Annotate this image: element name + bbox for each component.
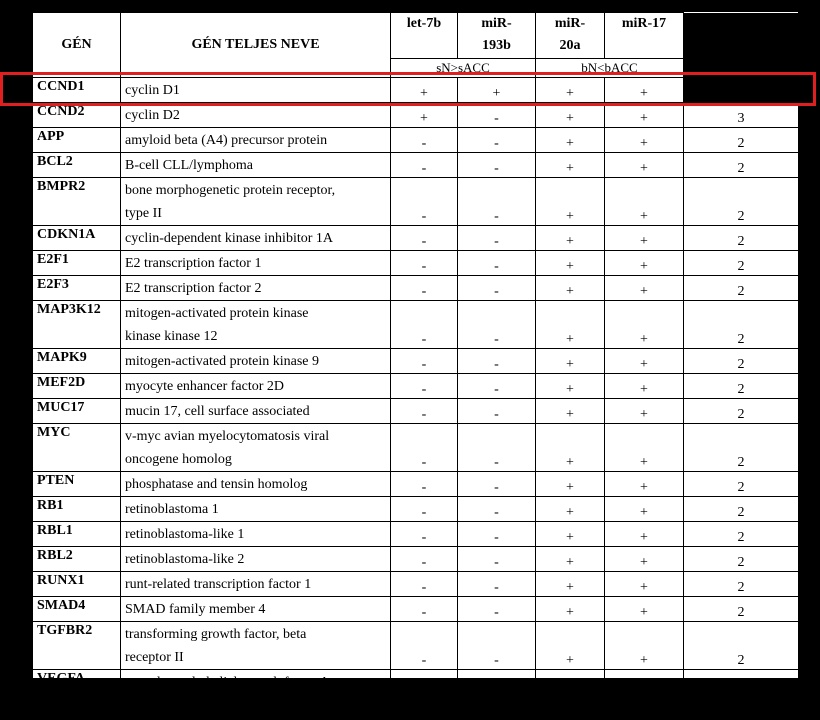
count-cell: 2 — [684, 374, 799, 399]
count-cell: 2 — [684, 349, 799, 374]
mir-target-cell: + — [536, 670, 605, 695]
count-cell: 3 — [684, 103, 799, 128]
mir-target-cell: - — [391, 497, 458, 522]
mir-target-cell: + — [605, 399, 684, 424]
mir-target-cell: + — [605, 497, 684, 522]
gene-symbol: BMPR2 — [33, 178, 121, 226]
table-row — [33, 695, 799, 720]
table-row — [33, 128, 799, 153]
mir-target-cell: + — [536, 547, 605, 572]
table-row — [33, 178, 799, 226]
mir-header-mir17: miR-17 — [605, 13, 684, 59]
mir-target-cell: + — [391, 78, 458, 103]
table-row — [33, 399, 799, 424]
mir-target-cell: + — [536, 424, 605, 472]
mir-target-cell: + — [605, 522, 684, 547]
mir-target-cell: + — [536, 128, 605, 153]
count-cell: 2 — [684, 572, 799, 597]
count-cell: 2 — [684, 497, 799, 522]
mir-target-cell: - — [391, 424, 458, 472]
count-cell: 2 — [684, 670, 799, 695]
gene-full-name: v-myc avian myelocytomatosis viral oncogene homolog — [121, 424, 391, 472]
mir-target-cell: + — [391, 103, 458, 128]
count-cell: 2 — [684, 178, 799, 226]
mir-target-cell: + — [605, 301, 684, 349]
group-sN-sACC: sN>sACC — [391, 59, 536, 78]
mir-target-cell: + — [536, 276, 605, 301]
mir-target-cell: + — [536, 78, 605, 103]
mir-target-cell: - — [458, 424, 536, 472]
table-row — [33, 622, 799, 670]
mir-target-cell: - — [458, 103, 536, 128]
count-cell: 2 — [684, 153, 799, 178]
gene-symbol: BCL2 — [33, 153, 121, 178]
mir-target-cell: + — [536, 522, 605, 547]
table-row — [33, 301, 799, 349]
gene-symbol: MAPK9 — [33, 349, 121, 374]
mir-target-cell: + — [536, 178, 605, 226]
gene-full-name: WEE1 G2 checkpoint kinase — [121, 695, 391, 720]
table-row — [33, 349, 799, 374]
mir-target-cell: - — [391, 670, 458, 695]
mir-target-cell: + — [536, 301, 605, 349]
mir-target-cell: - — [458, 226, 536, 251]
table-row — [33, 276, 799, 301]
gene-symbol: PTEN — [33, 472, 121, 497]
mir-target-cell: - — [391, 572, 458, 597]
mir-target-cell: + — [605, 472, 684, 497]
count-cell: 2 — [684, 622, 799, 670]
mir-target-cell: + — [605, 103, 684, 128]
gene-symbol: RBL1 — [33, 522, 121, 547]
mir-target-cell: - — [391, 374, 458, 399]
gene-full-name: B-cell CLL/lymphoma — [121, 153, 391, 178]
gene-full-name: runt-related transcription factor 1 — [121, 572, 391, 597]
mir-target-cell: + — [605, 226, 684, 251]
table-row — [33, 103, 799, 128]
table-row — [33, 251, 799, 276]
mir-target-cell: + — [458, 78, 536, 103]
highlight-mask — [684, 75, 814, 103]
mir-header-mir20a: miR- 20a — [536, 13, 605, 59]
mir-target-cell: + — [605, 374, 684, 399]
gene-symbol: RB1 — [33, 497, 121, 522]
mir-target-cell: - — [391, 522, 458, 547]
gene-full-name: mucin 17, cell surface associated — [121, 399, 391, 424]
mir-target-cell: + — [536, 497, 605, 522]
header-row — [33, 13, 799, 59]
gene-symbol: APP — [33, 128, 121, 153]
mir-target-cell: - — [458, 374, 536, 399]
table-body — [33, 78, 799, 720]
mir-target-cell: + — [536, 349, 605, 374]
gene-full-name: E2 transcription factor 2 — [121, 276, 391, 301]
mir-target-cell: + — [605, 572, 684, 597]
count-cell: 2 — [684, 301, 799, 349]
name-column-header: GÉN TELJES NEVE — [121, 13, 391, 78]
mir-target-cell: - — [458, 572, 536, 597]
table-row — [33, 497, 799, 522]
mir-target-cell: - — [391, 547, 458, 572]
mir-target-cell: - — [458, 349, 536, 374]
gene-full-name: retinoblastoma-like 1 — [121, 522, 391, 547]
mir-header-mir193b: miR- 193b — [458, 13, 536, 59]
mir-target-cell: + — [536, 695, 605, 720]
mir-target-cell: - — [391, 472, 458, 497]
gene-full-name: cyclin D2 — [121, 103, 391, 128]
mir-target-cell: - — [458, 695, 536, 720]
table-row — [33, 522, 799, 547]
gene-full-name: vascular endothelial growth factor A — [121, 670, 391, 695]
mir-target-cell: - — [458, 301, 536, 349]
mir-target-cell: - — [391, 622, 458, 670]
mir-target-cell: + — [536, 103, 605, 128]
count-cell: 2 — [684, 695, 799, 720]
mir-target-cell: + — [605, 276, 684, 301]
gene-symbol: E2F1 — [33, 251, 121, 276]
mir-target-cell: - — [458, 497, 536, 522]
mir-target-cell: + — [605, 78, 684, 103]
mir-target-cell: + — [536, 572, 605, 597]
gene-full-name: mitogen-activated protein kinase kinase kinase 12 — [121, 301, 391, 349]
mir-target-cell: + — [605, 349, 684, 374]
mir-target-cell: + — [605, 622, 684, 670]
mir-target-cell: - — [391, 153, 458, 178]
mir-target-cell: - — [458, 251, 536, 276]
gene-symbol: RUNX1 — [33, 572, 121, 597]
count-cell: 2 — [684, 522, 799, 547]
mir-target-cell: - — [391, 226, 458, 251]
table-row — [33, 374, 799, 399]
mir-target-cell: + — [536, 472, 605, 497]
header-blank — [684, 13, 799, 78]
gene-symbol: CCND2 — [33, 103, 121, 128]
gene-full-name: transforming growth factor, beta receptor II — [121, 622, 391, 670]
count-cell: 2 — [684, 597, 799, 622]
mir-target-cell: - — [458, 153, 536, 178]
gene-full-name: phosphatase and tensin homolog — [121, 472, 391, 497]
gene-symbol: WEE1 — [33, 695, 121, 720]
count-cell: 2 — [684, 399, 799, 424]
mir-target-cell: + — [536, 251, 605, 276]
mir-target-cell: + — [605, 597, 684, 622]
gene-symbol: MEF2D — [33, 374, 121, 399]
table-row — [33, 597, 799, 622]
mir-target-cell: - — [391, 276, 458, 301]
mir-target-cell: + — [536, 622, 605, 670]
count-cell: 2 — [684, 472, 799, 497]
gene-symbol: VEGFA — [33, 670, 121, 695]
gene-symbol: MAP3K12 — [33, 301, 121, 349]
mir-target-cell: - — [391, 178, 458, 226]
gene-full-name: amyloid beta (A4) precursor protein — [121, 128, 391, 153]
mir-header-let7b: let-7b — [391, 13, 458, 59]
mir-target-cell: - — [391, 301, 458, 349]
gene-full-name: cyclin-dependent kinase inhibitor 1A — [121, 226, 391, 251]
mir-target-cell: + — [536, 226, 605, 251]
table-row — [33, 572, 799, 597]
mir-target-cell: + — [536, 597, 605, 622]
mir-target-cell: - — [391, 128, 458, 153]
table-row — [33, 472, 799, 497]
count-cell: 2 — [684, 226, 799, 251]
gene-full-name: E2 transcription factor 1 — [121, 251, 391, 276]
group-bN-bACC: bN<bACC — [536, 59, 684, 78]
mir-target-cell: + — [536, 399, 605, 424]
mir-target-cell: + — [605, 178, 684, 226]
count-cell: 2 — [684, 276, 799, 301]
mir-target-cell: - — [391, 695, 458, 720]
gene-full-name: myocyte enhancer factor 2D — [121, 374, 391, 399]
gene-full-name: mitogen-activated protein kinase 9 — [121, 349, 391, 374]
gene-full-name: SMAD family member 4 — [121, 597, 391, 622]
count-cell: 2 — [684, 547, 799, 572]
gene-full-name: retinoblastoma-like 2 — [121, 547, 391, 572]
mir-target-cell: - — [391, 349, 458, 374]
mir-target-cell: - — [458, 178, 536, 226]
mir-target-cell: + — [536, 374, 605, 399]
mir-target-cell: - — [458, 670, 536, 695]
table-row — [33, 424, 799, 472]
count-cell: 2 — [684, 128, 799, 153]
gene-symbol: RBL2 — [33, 547, 121, 572]
table-container — [32, 12, 798, 718]
mir-target-cell: - — [458, 472, 536, 497]
mir-target-cell: - — [458, 276, 536, 301]
mir-target-cell: - — [458, 597, 536, 622]
mir-target-cell: - — [391, 251, 458, 276]
mir-target-cell: + — [605, 251, 684, 276]
gene-column-header: GÉN — [33, 13, 121, 78]
mir-target-cell: - — [458, 547, 536, 572]
mir-target-cell: + — [536, 153, 605, 178]
mir-target-cell: - — [391, 399, 458, 424]
gene-symbol: TGFBR2 — [33, 622, 121, 670]
gene-symbol: E2F3 — [33, 276, 121, 301]
mir-target-cell: + — [605, 695, 684, 720]
gene-table — [32, 12, 799, 720]
table-row — [33, 226, 799, 251]
mir-target-cell: + — [605, 153, 684, 178]
gene-symbol: CDKN1A — [33, 226, 121, 251]
mir-target-cell: - — [458, 128, 536, 153]
gene-symbol: SMAD4 — [33, 597, 121, 622]
table-row — [33, 153, 799, 178]
gene-full-name: retinoblastoma 1 — [121, 497, 391, 522]
gene-symbol: MUC17 — [33, 399, 121, 424]
mir-target-cell: - — [458, 399, 536, 424]
count-cell: 2 — [684, 251, 799, 276]
gene-full-name: cyclin D1 — [121, 78, 391, 103]
mir-target-cell: + — [605, 128, 684, 153]
count-cell: 2 — [684, 424, 799, 472]
table-row — [33, 547, 799, 572]
gene-symbol: MYC — [33, 424, 121, 472]
gene-full-name: bone morphogenetic protein receptor, type II — [121, 178, 391, 226]
mir-target-cell: + — [605, 670, 684, 695]
mir-target-cell: + — [605, 547, 684, 572]
mir-target-cell: + — [605, 424, 684, 472]
gene-symbol: CCND1 — [33, 78, 121, 103]
mir-target-cell: - — [391, 597, 458, 622]
mir-target-cell: - — [458, 522, 536, 547]
mir-target-cell: - — [458, 622, 536, 670]
